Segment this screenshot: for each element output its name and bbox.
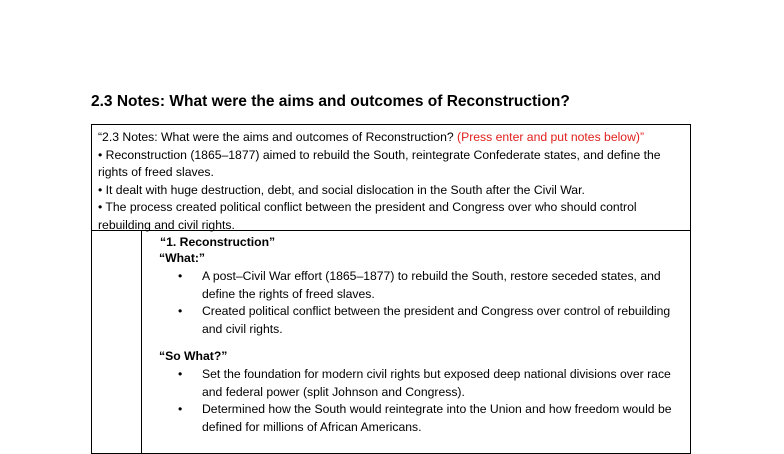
list-item	[143, 366, 690, 401]
so-what-bullet-list	[143, 366, 690, 436]
summary-bullet: • It dealt with huge destruction, debt, and social dislocation in the South after the Civil War.	[98, 182, 585, 197]
list-item-text: Determined how the South would reintegrate into the Union and how freedom would be defined for millions of African Americans.	[202, 402, 672, 434]
notes-cell[interactable]	[143, 231, 690, 453]
bullet-icon: •	[178, 269, 183, 283]
summary-cell[interactable]	[92, 125, 690, 231]
summary-bullet: • Reconstruction (1865–1877) aimed to rebuild the South, reintegrate Confederate states, and define the rights of freed slaves.	[98, 147, 661, 180]
summary-prompt: “2.3 Notes: What were the aims and outcomes of Reconstruction?	[98, 130, 454, 144]
list-item-text: Created political conflict between the president and Congress over control of rebuilding and civil rights.	[202, 304, 671, 336]
summary-instruction: (Press enter and put notes below)”	[457, 130, 645, 144]
list-item	[143, 268, 690, 303]
list-item-text: Set the foundation for modern civil rights but exposed deep national divisions over race and federal power (split Johnson and Congress).	[202, 367, 671, 399]
notes-table	[91, 124, 691, 454]
so-what-label: “So What?”	[159, 349, 228, 363]
list-item-text: A post–Civil War effort (1865–1877) to rebuild the South, restore seceded states, and define the rights of freed slaves.	[202, 269, 661, 301]
bullet-icon: •	[178, 367, 183, 381]
bullet-icon: •	[178, 402, 183, 417]
summary-bullet: • The process created political conflict between the president and Congress over who should control rebuilding and civil rights.	[98, 200, 637, 232]
what-label: “What:”	[159, 251, 206, 265]
cue-column[interactable]	[92, 231, 142, 453]
bullet-icon: •	[178, 304, 183, 319]
section-heading: “1. Reconstruction”	[160, 235, 276, 249]
what-bullet-list	[143, 268, 690, 338]
list-item	[143, 401, 690, 436]
page-title: 2.3 Notes: What were the aims and outcomes of Reconstruction?	[91, 93, 570, 110]
summary-prompt-line	[98, 129, 684, 147]
list-item	[143, 303, 690, 338]
